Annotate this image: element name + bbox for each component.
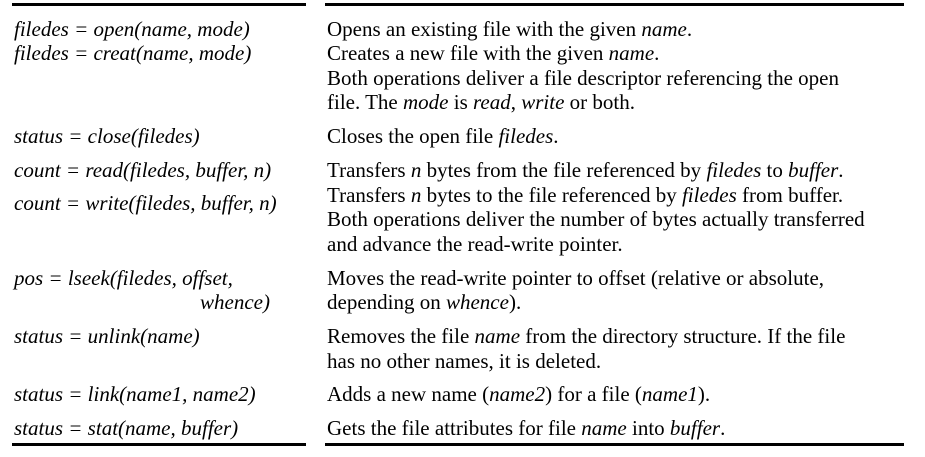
italic-term: whence <box>445 290 509 314</box>
text-run: . <box>720 416 726 440</box>
desc-line <box>327 124 559 148</box>
desc-line <box>327 41 659 65</box>
italic-term: mode <box>403 90 449 114</box>
call-open: filedes = open(name, mode) <box>14 17 250 41</box>
text-run: Opens an existing file with the given <box>327 17 642 41</box>
call-link: status = link(name1, name2) <box>14 382 256 406</box>
text-run: file. The <box>327 90 404 114</box>
text-run: Creates a new file with the given <box>327 41 609 65</box>
italic-term: name <box>608 41 655 65</box>
italic-term: write <box>521 90 565 114</box>
text-run: and advance the read-write pointer. <box>327 232 623 256</box>
top-rule-left <box>12 3 306 6</box>
call-write: count = write(filedes, buffer, n) <box>14 191 277 215</box>
text-run: . <box>553 124 559 148</box>
desc-line <box>327 324 845 348</box>
text-run: has no other names, it is deleted. <box>327 349 602 373</box>
call-lseek: pos = lseek(filedes, offset, <box>14 266 233 290</box>
text-run: from buffer. <box>736 183 844 207</box>
desc-line <box>327 290 521 314</box>
italic-term: read <box>473 90 511 114</box>
text-run: bytes from the file referenced by <box>421 158 707 182</box>
italic-term: filedes <box>706 158 762 182</box>
desc-line <box>327 416 725 440</box>
text-run: . <box>654 41 660 65</box>
text-run: ). <box>697 382 711 406</box>
text-run: bytes to the file referenced by <box>421 183 682 207</box>
text-run: Removes the file <box>327 324 475 348</box>
text-run: . <box>686 17 693 41</box>
italic-term: name <box>581 416 627 440</box>
text-run: into <box>626 416 670 440</box>
text-run: Moves the read-write pointer to offset (relative or absolute, <box>327 266 825 290</box>
text-run: . <box>838 158 844 182</box>
italic-term: buffer <box>669 416 721 440</box>
desc-line <box>327 158 844 182</box>
italic-term: n <box>410 158 422 182</box>
text-run: Gets the file attributes for file <box>327 416 582 440</box>
desc-line <box>327 66 839 90</box>
bottom-rule-left <box>12 443 306 446</box>
text-run: Both operations deliver the number of bytes actually transferred <box>327 207 865 231</box>
call-read: count = read(filedes, buffer, n) <box>14 158 272 182</box>
top-rule-right <box>325 3 904 6</box>
italic-term: n <box>410 183 422 207</box>
bottom-rule-right <box>325 443 904 446</box>
text-run: Adds a new name ( <box>327 382 490 406</box>
text-run: Transfers <box>327 158 411 182</box>
call-lseek-cont: whence) <box>200 290 270 314</box>
text-run: from the directory structure. If the file <box>520 324 846 348</box>
text-run: Transfers <box>327 183 411 207</box>
desc-line <box>327 183 843 207</box>
text-run: depending on <box>327 290 446 314</box>
text-run: is <box>448 90 474 114</box>
italic-term: name1 <box>641 382 698 406</box>
desc-line <box>327 17 692 41</box>
italic-term: name <box>641 17 687 41</box>
text-run: or both. <box>564 90 635 114</box>
desc-line <box>327 382 710 406</box>
italic-term: filedes <box>498 124 554 148</box>
call-close: status = close(filedes) <box>14 124 200 148</box>
call-unlink: status = unlink(name) <box>14 324 200 348</box>
text-run: Both operations deliver a file descriptor referencing the open <box>327 66 839 90</box>
call-stat: status = stat(name, buffer) <box>14 416 239 440</box>
italic-term: name <box>474 324 521 348</box>
text-run: , <box>510 90 522 114</box>
text-run: Closes the open file <box>327 124 499 148</box>
text-run: to <box>761 158 789 182</box>
text-run: ) for a file ( <box>545 382 642 406</box>
desc-line <box>327 207 865 231</box>
italic-term: buffer <box>788 158 839 182</box>
desc-line <box>327 90 635 114</box>
text-run: ). <box>508 290 522 314</box>
desc-line <box>327 266 824 290</box>
desc-line <box>327 349 601 373</box>
italic-term: filedes <box>681 183 737 207</box>
desc-line <box>327 232 623 256</box>
italic-term: name2 <box>489 382 546 406</box>
call-creat: filedes = creat(name, mode) <box>14 41 252 65</box>
